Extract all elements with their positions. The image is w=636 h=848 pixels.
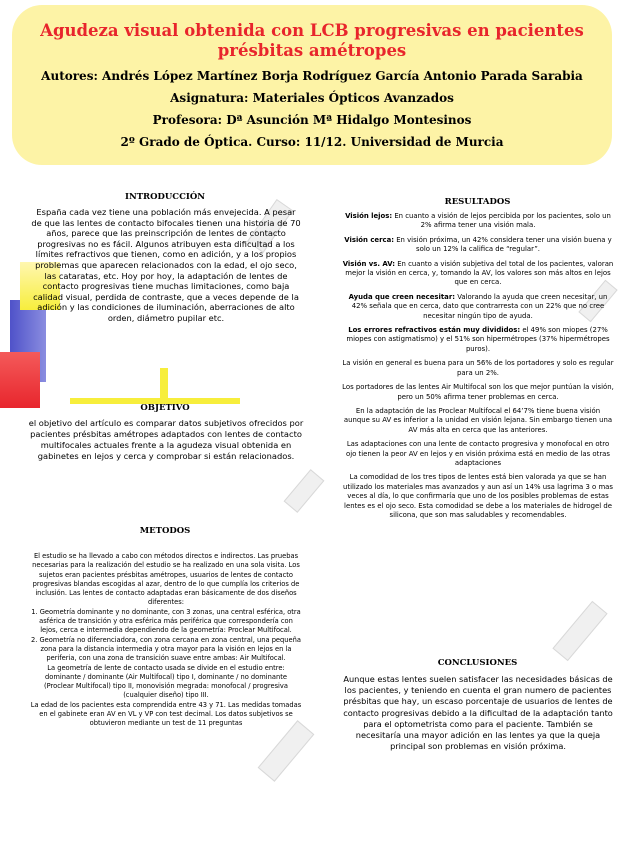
metodos-paragraph: 2. Geometría no diferenciadora, con zona cercana en zona central, una pequeña zona para la distancia intermedia y otra mayor para la visión en lejos en la periferia, con una zona de transición suave entre ambas: Air Multifocal. xyxy=(30,635,301,663)
resultados-text xyxy=(342,212,614,525)
resultado-item: Visión vs. AV: En cuanto a visión subjetiva del total de los pacientes, valoran mejor la visión en cerca, y, tomando la AV, los valores son más altos en lejos que en cerca. xyxy=(342,259,614,287)
background-arrow-decoration xyxy=(552,601,607,661)
intro-title: INTRODUCCIÓN xyxy=(124,192,205,202)
resultado-item: Visión lejos: En cuanto a visión de lejos percibida por los pacientes, solo un 2% afirma tener una visión mala. xyxy=(345,212,611,230)
metodos-text xyxy=(30,552,302,729)
teacher: Profesora: Dª Asunción Mª Hidalgo Montesinos xyxy=(152,113,472,127)
metodos-paragraph: 1. Geometría dominante y no dominante, con 3 zonas, una central esférica, otra asférica de transición y otra esférica más periférica que correspondería con lejos, cerca e intermedia dependiendo de la geometría: Proclear Multifocal. xyxy=(31,607,301,635)
authors: Autores: Andrés López Martínez Borja Rodríguez García Antonio Parada Sarabia xyxy=(41,69,583,83)
course: 2º Grado de Óptica. Curso: 11/12. Universidad de Murcia xyxy=(120,135,504,149)
title-line-1: Agudeza visual obtenida con LCB progresivas en pacientes xyxy=(40,21,584,40)
header-banner xyxy=(12,5,612,165)
metodos-title: METODOS xyxy=(139,526,191,536)
objetivo-title: OBJETIVO xyxy=(140,403,190,413)
background-arrow-decoration xyxy=(284,469,325,513)
objetivo-text: el objetivo del artículo es comparar datos subjetivos ofrecidos por pacientes présbitas amétropes adaptados con lentes de contacto multifocales actuales frente a la agudeza visual obtenida en gabinetes en lejos y cerca y comprobar si están relacionados. xyxy=(28,418,304,461)
subject: Asignatura: Materiales Ópticos Avanzados xyxy=(170,91,454,105)
resultado-item: En la adaptación de las Proclear Multifocal el 64’7% tiene buena visión aunque su AV es inferior a la unidad en visión lejana. Sin embargo tienen una AV más alta en cerca que las anteriores. xyxy=(343,406,613,434)
title-line-2: présbitas amétropes xyxy=(217,41,407,60)
resultado-item: Ayuda que creen necesitar: Valorando la ayuda que creen necesitar, un 42% señala que en cerca, dato que contrarresta con un 22% que no cree necesitar ningún tipo de ayuda. xyxy=(348,292,608,320)
metodos-paragraph: La geometría de lente de contacto usada se divide en el estudio entre: dominante / dominante (Air Multifocal) tipo I, dominante / no dominante (Proclear Multifocal) tipo II, monovisión megrada: monofocal / progresiva (cualquier diseño) tipo III. xyxy=(44,663,288,700)
resultado-item: La visión en general es buena para un 56% de los portadores y solo es regular para un 2%. xyxy=(342,359,614,377)
decor-yellow-stripe xyxy=(160,368,168,402)
metodos-paragraph: La edad de los pacientes esta comprendida entre 43 y 71. Las medidas tomadas en el gabinete eran AV en VL y VP con test decimal. Los datos subjetivos se obtuvieron mediante un test de 11 preguntas xyxy=(30,700,302,728)
conclusiones-text: Aunque estas lentes suelen satisfacer las necesidades básicas de los pacientes, y teniendo en cuenta el gran numero de pacientes présbitas que hay, un escaso porcentaje de usuarios de lentes de contacto progresivas debido a la dificultad de la adaptación tanto para el optometrista como para el paciente. También se necesitaría una mayor adición en las lentes ya que la queja principal son problemas en visión próxima. xyxy=(343,674,613,752)
metodos-paragraph: El estudio se ha llevado a cabo con métodos directos e indirectos. Las pruebas necesarias para la realización del estudio se ha realizado en una sola visita. Los sujetos eran pacientes présbitas amétropes, usuarios de lentes de contacto progresivas blandas escogidas al azar, dentro de lo que cumplía los criterios de inclusión. Las lentes de contacto adaptadas eran básicamente de dos diseños diferentes: xyxy=(32,552,300,607)
resultado-item: La comodidad de los tres tipos de lentes está bien valorada ya que se han utilizado los materiales mas avanzados y aun así un 14% usa lagrima 3 o mas veces al día, lo que confirmaría que uno de los posibles problemas de estas lentes es el ojo seco. Esta comodidad se debe a los materiales de hidrogel de silicona, que son mas saludables y recomendables. xyxy=(343,473,613,519)
background-arrow-decoration xyxy=(258,720,315,782)
conclusiones-title: CONCLUSIONES xyxy=(437,658,518,668)
intro-text: España cada vez tiene una población más envejecida. A pesar de que las lentes de contacto bifocales tienen una historia de 70 años, parece que las preinscripción de lentes de contacto progresivas no es fácil. Algunos atribuyen esta dificultad a los límites refractivos que tienen, como en adición, y a los propios problemas que aparecen relacionados con la edad, el ojo seco, las cataratas, etc. Hoy por hoy, la adaptación de lentes de contacto progresivas tiene muchas limitaciones, como baja calidad visual, perdida de contraste, que a veces depende de la adición y las condiciones de iluminación, aberraciones de alto orden, diámetro pupilar etc. xyxy=(31,207,301,323)
resultado-item: Visión cerca: En visión próxima, un 42% considera tener una visión buena y solo un 12% la califica de “regular”. xyxy=(344,235,612,254)
resultado-item: Los portadores de las lentes Air Multifocal son los que mejor puntúan la visión, pero un 50% afirma tener problemas en cerca. xyxy=(342,383,614,401)
resultado-item: Los errores refractivos están muy divididos: el 49% son miopes (27% miopes con astigmatismo) y el 51% son hipermétropes (37% hipermétropes puros). xyxy=(346,326,610,353)
decor-red-block xyxy=(0,352,40,408)
resultado-item: Las adaptaciones con una lente de contacto progresiva y monofocal en otro ojo tienen la peor AV en lejos y en visión próxima está en medio de las otras adaptaciones xyxy=(346,440,610,467)
poster-title xyxy=(12,21,612,61)
resultados-title: RESULTADOS xyxy=(444,197,511,207)
